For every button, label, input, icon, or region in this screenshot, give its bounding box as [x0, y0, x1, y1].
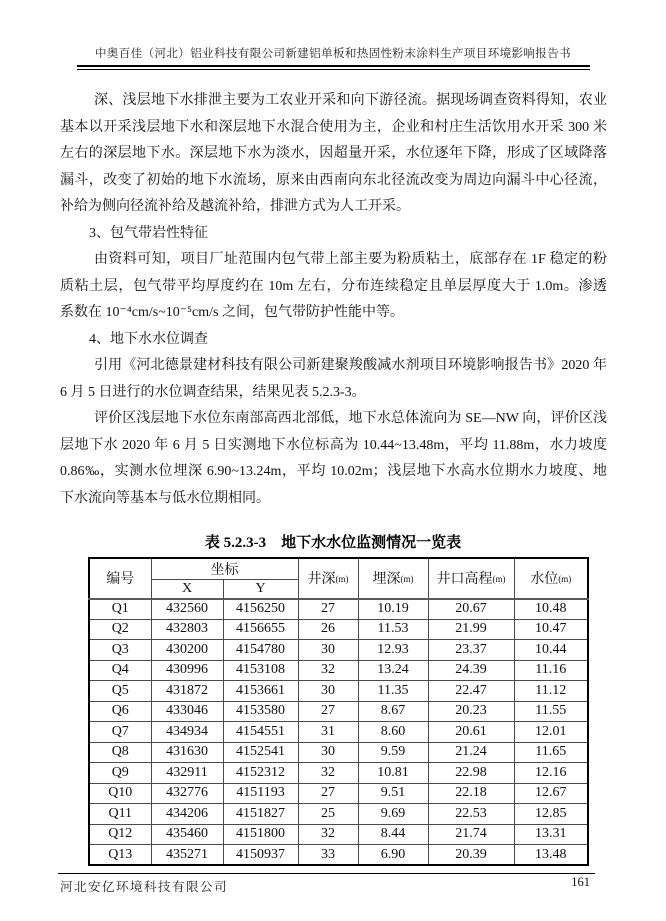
- table-cell: 22.98: [428, 763, 514, 784]
- table-cell: 4154780: [223, 640, 298, 661]
- table-cell: 434934: [151, 722, 223, 743]
- table-cell: 13.24: [358, 660, 428, 681]
- table-cell: Q11: [89, 804, 151, 825]
- table-cell: Q2: [89, 619, 151, 640]
- table-cell: 432911: [151, 763, 223, 784]
- header-double-rule: [77, 65, 590, 70]
- table-row: [89, 599, 588, 620]
- header-y: Y: [223, 580, 298, 599]
- page-header-title: 中奥百佳（河北）铝业科技有限公司新建铝单板和热固性粉末涂料生产项目环境影响报告书: [95, 48, 571, 60]
- table-cell: 9.69: [358, 804, 428, 825]
- header-coordinates: 坐标: [151, 558, 298, 580]
- table-cell: 21.24: [428, 742, 514, 763]
- table-row: [89, 763, 588, 784]
- table-cell: 431630: [151, 742, 223, 763]
- table-cell: 9.59: [358, 742, 428, 763]
- table-cell: 27: [298, 783, 358, 804]
- table-row: [89, 783, 588, 804]
- table-cell: 6.90: [358, 845, 428, 866]
- table-cell: 8.60: [358, 722, 428, 743]
- table-cell: 4150937: [223, 845, 298, 866]
- table-cell: 25: [298, 804, 358, 825]
- paragraph-line: 基本以开采浅层地下水和深层地下水混合使用为主，企业和村庄生活饮用水开采 300 米: [60, 119, 607, 135]
- header-buried-depth: 埋深(m): [358, 558, 428, 599]
- table-row: [89, 701, 588, 722]
- footer-page-number: 161: [571, 875, 590, 889]
- table-cell: 4153580: [223, 701, 298, 722]
- table-cell: 11.55: [514, 701, 588, 722]
- water-level-table: [88, 557, 589, 866]
- paragraph-line: 漏斗，改变了初始的地下水流场，原来由西南向东北径流改变为周边向漏斗中心径流，: [60, 172, 607, 188]
- section-heading-3: 3、包气带岩性特征: [89, 225, 208, 241]
- table-cell: 33: [298, 845, 358, 866]
- unit-label: (m): [492, 574, 506, 585]
- paragraph: [60, 88, 607, 221]
- table-cell: 4154551: [223, 722, 298, 743]
- table-cell: 26: [298, 619, 358, 640]
- header-water-level: 水位(m): [514, 558, 588, 599]
- table-cell: Q13: [89, 845, 151, 866]
- paragraph-line: 补给为侧向径流补给及越流补给，排泄方式为人工开采。: [60, 199, 410, 214]
- table-cell: Q12: [89, 824, 151, 845]
- table-cell: Q4: [89, 660, 151, 681]
- table-cell: 22.18: [428, 783, 514, 804]
- table-cell: Q9: [89, 763, 151, 784]
- table-cell: 10.19: [358, 599, 428, 620]
- table-cell: 11.16: [514, 660, 588, 681]
- table-caption: [0, 531, 666, 552]
- unit-label: (m): [335, 574, 349, 585]
- unit-label: (m): [400, 574, 414, 585]
- table-cell: 12.16: [514, 763, 588, 784]
- table-cell: Q3: [89, 640, 151, 661]
- table-cell: Q6: [89, 701, 151, 722]
- table-cell: 22.53: [428, 804, 514, 825]
- paragraph-line: 层地下水 2020 年 6 月 5 日实测地下水位标高为 10.44~13.48m，平均 11.88m，水力坡度: [60, 437, 607, 453]
- paragraph: [60, 406, 607, 512]
- water-level-table-body: [89, 599, 588, 866]
- table-cell: 31: [298, 722, 358, 743]
- table-row: [89, 681, 588, 702]
- table-cell: 4152541: [223, 742, 298, 763]
- table-cell: 24.39: [428, 660, 514, 681]
- table-cell: 434206: [151, 804, 223, 825]
- table-cell: 435460: [151, 824, 223, 845]
- paragraph-line: 深、浅层地下水排泄主要为工农业开采和向下游径流。据现场调查资料得知，农业: [94, 93, 607, 108]
- table-cell: Q10: [89, 783, 151, 804]
- table-cell: 10.81: [358, 763, 428, 784]
- paragraph-line: 下水流向等基本与低水位期相同。: [60, 490, 270, 506]
- table-cell: 431872: [151, 681, 223, 702]
- table-cell: 11.35: [358, 681, 428, 702]
- body-text: [60, 88, 607, 512]
- table-cell: 21.74: [428, 824, 514, 845]
- table-cell: 430200: [151, 640, 223, 661]
- table-cell: 8.44: [358, 824, 428, 845]
- table-row: [89, 845, 588, 866]
- table-cell: 9.51: [358, 783, 428, 804]
- table-cell: 4153108: [223, 660, 298, 681]
- table-cell: 435271: [151, 845, 223, 866]
- table-cell: 432803: [151, 619, 223, 640]
- table-row: [89, 804, 588, 825]
- footer-rule: [58, 873, 595, 874]
- table-cell: 23.37: [428, 640, 514, 661]
- table-cell: 10.47: [514, 619, 588, 640]
- table-cell: Q1: [89, 599, 151, 620]
- table-cell: 32: [298, 763, 358, 784]
- table-caption-label: 表 5.2.3-3: [204, 535, 267, 551]
- table-cell: Q7: [89, 722, 151, 743]
- table-cell: 11.12: [514, 681, 588, 702]
- paragraph-line: 引用《河北德景建材科技有限公司新建聚羧酸减水剂项目环境影响报告书》2020 年: [94, 358, 607, 373]
- table-cell: 4153661: [223, 681, 298, 702]
- paragraph-line: 系数在 10⁻⁴cm/s~10⁻⁵cm/s 之间，包气带防护性能中等。: [60, 305, 404, 320]
- table-cell: 32: [298, 824, 358, 845]
- table-cell: 12.85: [514, 804, 588, 825]
- table-cell: 32: [298, 660, 358, 681]
- table-cell: 11.53: [358, 619, 428, 640]
- table-row: [89, 660, 588, 681]
- table-cell: Q5: [89, 681, 151, 702]
- table-cell: 27: [298, 701, 358, 722]
- paragraph-line: 由资料可知，项目厂址范围内包气带上部主要为粉质粘土，底部存在 1F 稳定的粉: [94, 252, 607, 267]
- table-cell: 12.01: [514, 722, 588, 743]
- header-wellhead-elevation: 井口高程(m): [428, 558, 514, 599]
- table-row: [89, 619, 588, 640]
- table-cell: 12.67: [514, 783, 588, 804]
- paragraph-line: 评价区浅层地下水位东南部高西北部低，地下水总体流向为 SE—NW 向，评价区浅: [94, 411, 607, 426]
- table-cell: 13.31: [514, 824, 588, 845]
- table-cell: 20.39: [428, 845, 514, 866]
- table-cell: 30: [298, 640, 358, 661]
- paragraph-line: 6 月 5 日进行的水位调查结果，结果见表 5.2.3-3。: [60, 384, 366, 400]
- table-cell: 4151800: [223, 824, 298, 845]
- table-cell: 11.65: [514, 742, 588, 763]
- paragraph: [60, 353, 607, 406]
- paragraph-line: 0.86‰，实测水位埋深 6.90~13.24m，平均 10.02m；浅层地下水高水位期水力坡度、地: [60, 464, 607, 479]
- table-cell: 8.67: [358, 701, 428, 722]
- table-row: [89, 722, 588, 743]
- table-cell: 30: [298, 742, 358, 763]
- table-cell: 10.48: [514, 599, 588, 620]
- table-cell: 432776: [151, 783, 223, 804]
- header-well-id: 编号: [89, 558, 151, 599]
- table-cell: 430996: [151, 660, 223, 681]
- footer-company: 河北安亿环境科技有限公司: [60, 880, 229, 894]
- table-cell: 21.99: [428, 619, 514, 640]
- table-cell: 27: [298, 599, 358, 620]
- table-header: [89, 558, 588, 599]
- section-heading-4: 4、地下水水位调查: [89, 331, 208, 347]
- table-caption-title: 地下水水位监测情况一览表: [281, 535, 462, 551]
- table-cell: 4151193: [223, 783, 298, 804]
- table-cell: 20.67: [428, 599, 514, 620]
- table-cell: 13.48: [514, 845, 588, 866]
- table-cell: 4152312: [223, 763, 298, 784]
- table-cell: 12.93: [358, 640, 428, 661]
- table-row: [89, 640, 588, 661]
- table-row: [89, 824, 588, 845]
- table-cell: 4151827: [223, 804, 298, 825]
- paragraph-line: 左右的深层地下水。深层地下水为淡水，因超量开采，水位逐年下降，形成了区域降落: [60, 146, 607, 161]
- table-cell: 22.47: [428, 681, 514, 702]
- table-cell: 4156250: [223, 599, 298, 620]
- table-cell: 20.23: [428, 701, 514, 722]
- table-cell: Q8: [89, 742, 151, 763]
- header-x: X: [151, 580, 223, 599]
- table-cell: 20.61: [428, 722, 514, 743]
- unit-label: (m): [558, 574, 572, 585]
- table-cell: 433046: [151, 701, 223, 722]
- paragraph-line: 质粘土层，包气带平均厚度约在 10m 左右，分布连续稳定且单层厚度大于 1.0m。渗透: [60, 278, 607, 294]
- table-cell: 30: [298, 681, 358, 702]
- table-cell: 10.44: [514, 640, 588, 661]
- table-cell: 432560: [151, 599, 223, 620]
- header-well-depth: 井深(m): [298, 558, 358, 599]
- table-row: [89, 742, 588, 763]
- table-cell: 4156655: [223, 619, 298, 640]
- paragraph: [60, 247, 607, 327]
